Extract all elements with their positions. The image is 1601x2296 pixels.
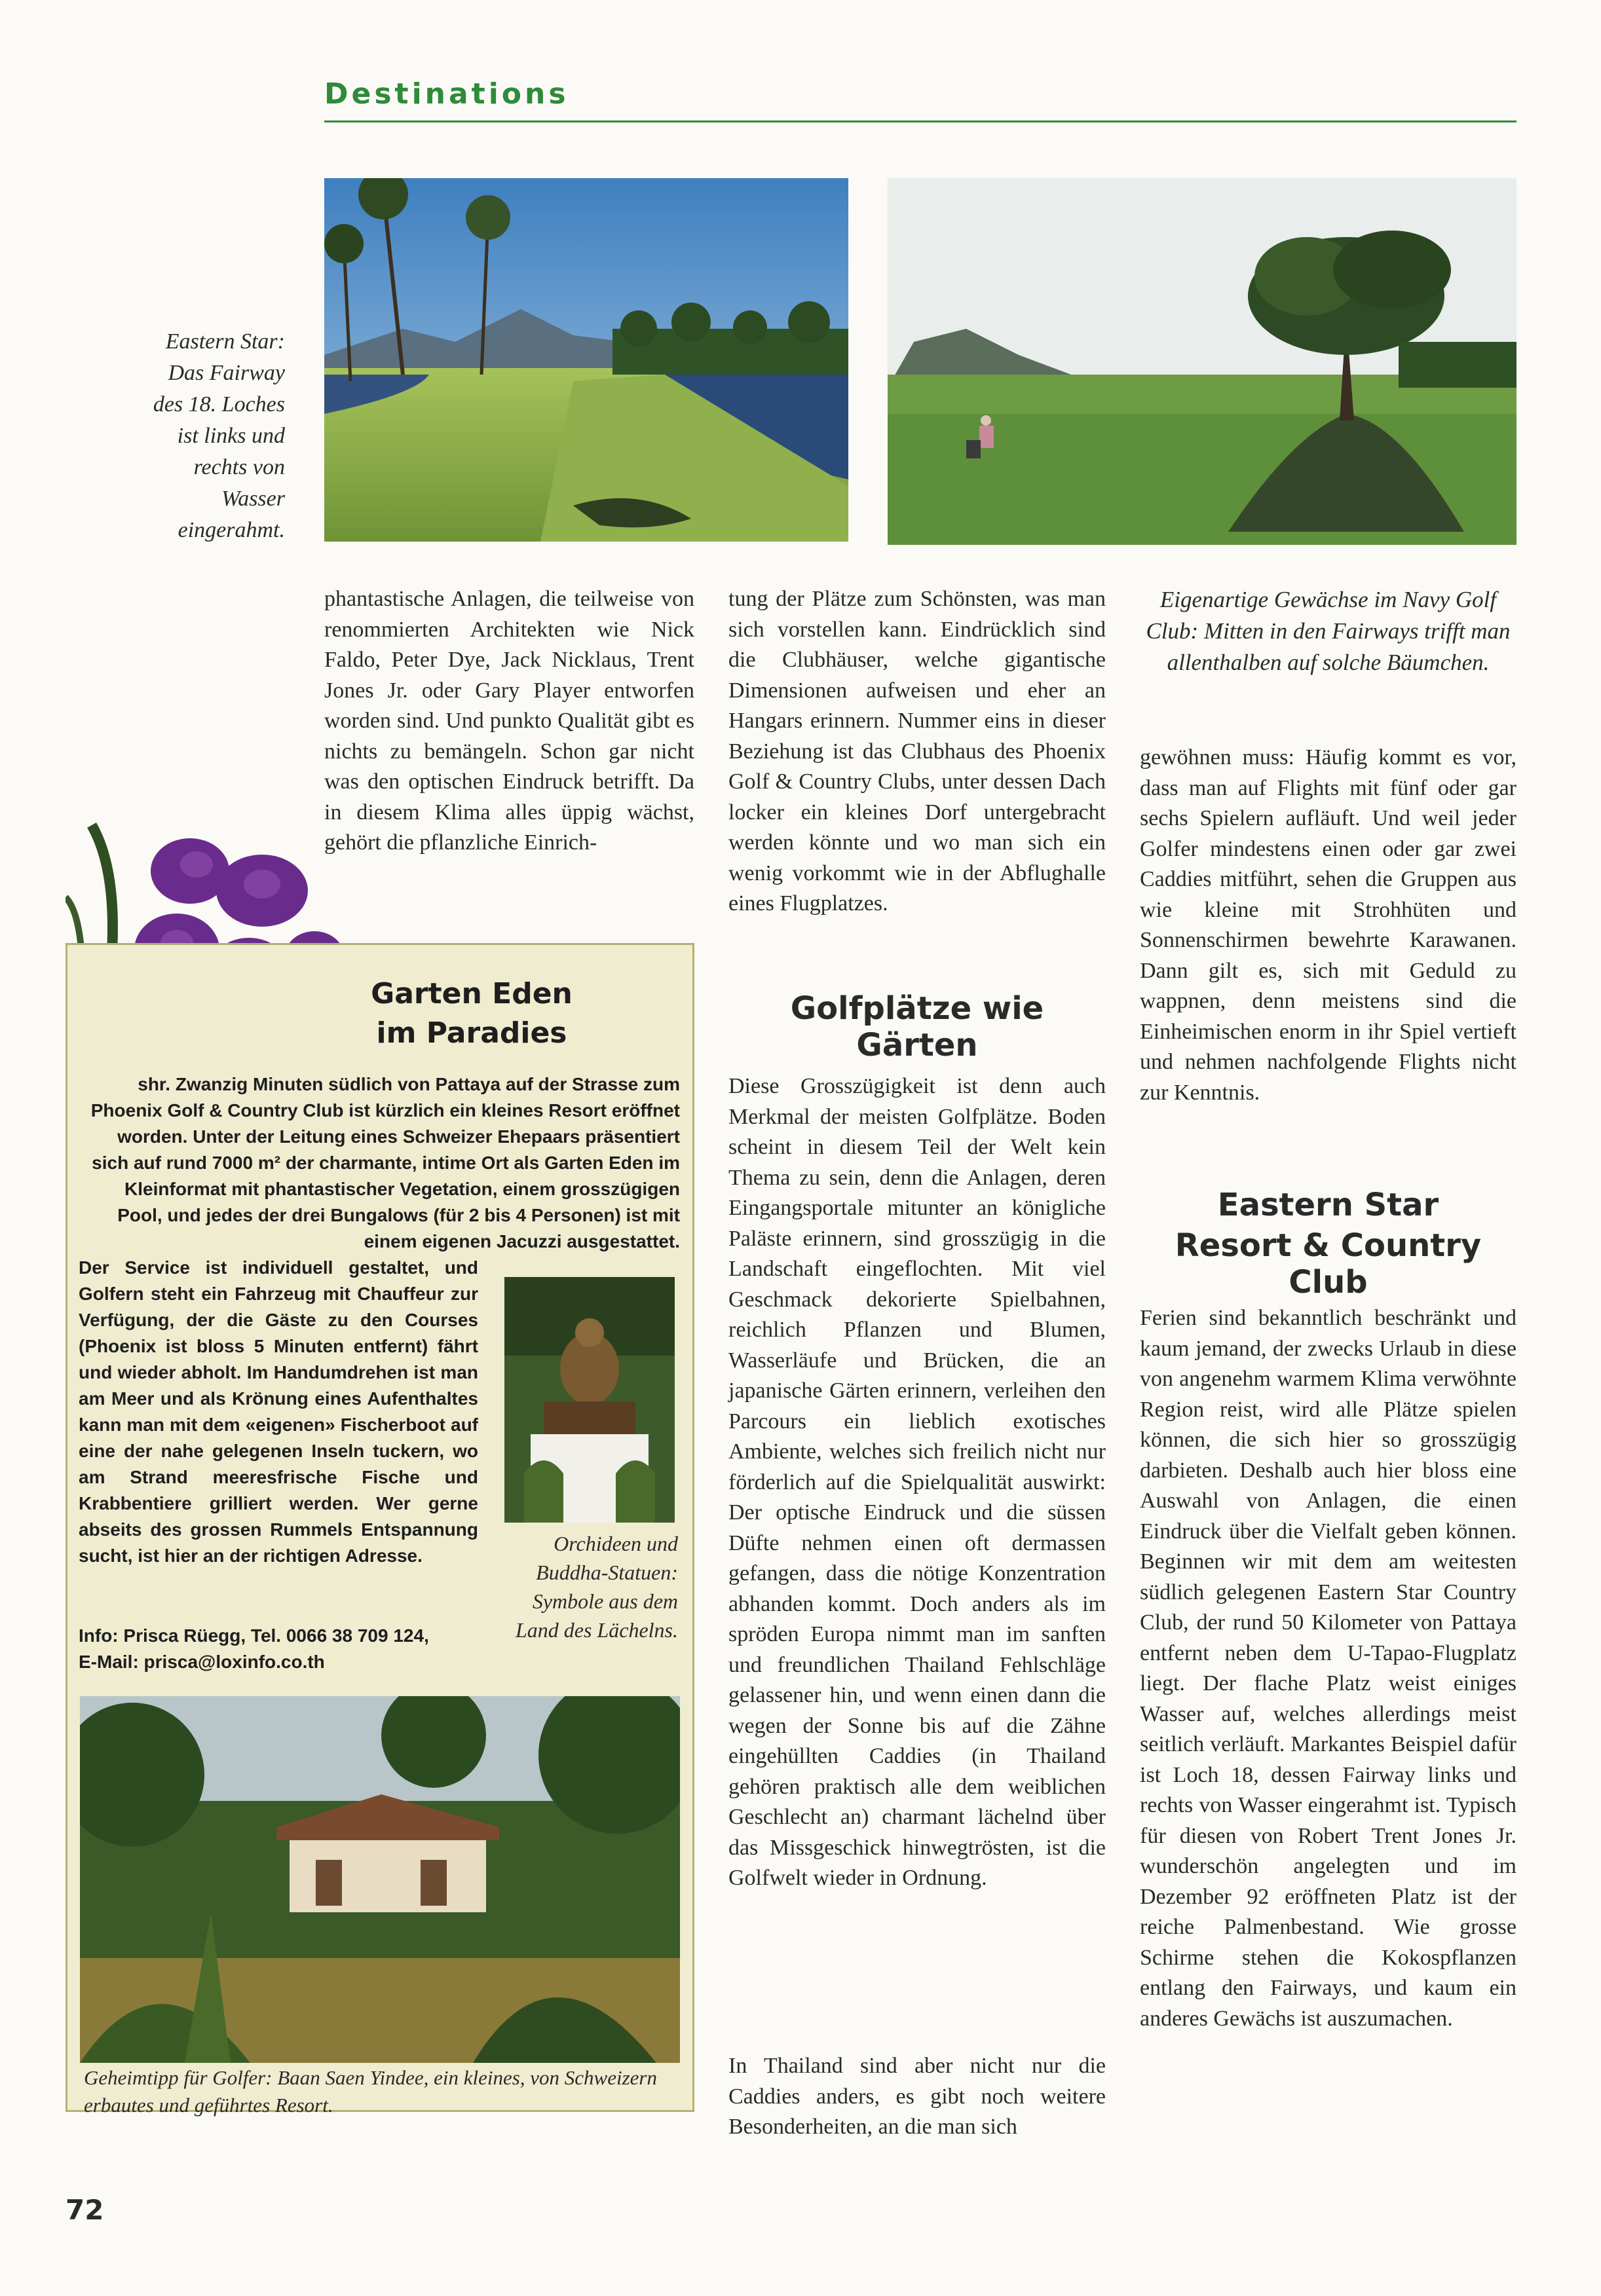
column-2-para-1: tung der Plätze zum Schönsten, was man sich vorstellen kann. Eindrücklich sind die Clubhäuser, welche gigantische Dimensionen aufweisen und eher an Hangars erinnern. Nummer eins in dieser Beziehung ist das Clubhaus des Phoenix Golf & Country Clubs, unter dessen Dach locker ein kleines Dorf untergebracht werden könnte und wo man sich ein wenig vorkommt wie in der Abflughalle eines Flugplatzes. bbox=[728, 587, 1106, 916]
column-1-text: phantastische Anlagen, die teilweise von renommierten Architekten wie Nick Faldo, Peter Dye, Jack Nicklaus, Trent Jones Jr. oder Gary Player entworfen worden sind. Und punkto Qualität gibt es nichts zu bemängeln. Schon gar nicht was den optischen Eindruck betrifft. Da in diesem Klima alles üppig wächst, gehört die pflanzliche Einrich- bbox=[324, 587, 694, 855]
box-title-line1: Garten Eden bbox=[371, 977, 573, 1010]
orchids-caption: Orchideen und Buddha-Statuen: Symbole aus dem Land des Lächelns. bbox=[516, 1532, 678, 1642]
navy-golf-photo bbox=[888, 178, 1516, 545]
box-intro-text: shr. Zwanzig Minuten südlich von Pattaya auf der Strasse zum Phoenix Golf & Country Club ist kürzlich ein kleines Resort eröffnet worden. Unter der Leitung eines Schweizer Ehepaars präsentiert sich auf rund 7000 m² der charmante, intime Ort als Garten Eden im Kleinformat mit phantastischer Vegetation, einem grosszügigen Pool, und jedes der drei Bungalows (für 2 bis 4 Personen) ist mit einem eigenen Jacuzzi ausgestattet. bbox=[90, 1074, 680, 1251]
column-2-para-2: Diese Grosszügigkeit ist denn auch Merkmal der meisten Golfplätze. Boden scheint in diesem Teil der Welt kein Thema zu sein, denn die Anlagen, deren Eingangsportale mitunter an königliche Paläste erinnern, sind grosszügig in die Landschaft eingeflochten. Mit viel Geschmack dekorierte Spielbahnen, reichlich Pflanzen und Blumen, Wasserläufe und Brücken, die an japanische Gärten erinnern, verleihen den Parcours ein lieblich exotisches Ambiente, welches sich freilich nicht nur förderlich auf die Spielqualität auswirkt: Der optische Eindruck und die süssen Düfte nehmen einen oft dermassen gefangen, dass die nötige Konzentration abhanden kommt. Doch anders als im spröden Europa nimmt man im sanften und freundlichen Thailand Fehlschläge gelassener hin, und wenn einen dann die wegen der Sonne bis auf die Zähne eingehüllten Caddies (in Thailand gehören praktisch alle dem weiblichen Geschlecht an) charmant lächelnd über das Missgeschick hinwegtrösten, ist die Golfwelt wieder in Ordnung. bbox=[728, 1074, 1106, 1890]
column-3-para-1: gewöhnen muss: Häufig kommt es vor, dass man auf Flights mit fünf oder gar sechs Spielern aufläuft. Und weil jeder Golfer mindestens einen oder gar zwei Caddies mitführt, sehen die Gruppen aus wie kleine mit Strohhüten und Sonnenschirmen bewehrte Karawanen. Dann gilt es, sich mit Geduld zu wappnen, denn meistens sind die Einheimischen enorm in ihr Spiel vertieft und nehmen nachfolgende Flights nicht zur Kenntnis. bbox=[1140, 745, 1516, 1105]
eastern-star-heading-line2: Resort & Country Club bbox=[1175, 1227, 1482, 1301]
column-2-para-3: In Thailand sind aber nicht nur die Caddies anders, es gibt noch weitere Besonderheiten, an die man sich bbox=[728, 2054, 1106, 2139]
buddha-photo bbox=[504, 1277, 675, 1523]
resort-caption: Geheimtipp für Golfer: Baan Saen Yindee, ein kleines, von Schweizern erbautes und geführtes Resort. bbox=[84, 2066, 657, 2117]
navy-golf-caption: Eigenartige Gewächse im Navy Golf Club: Mitten in den Fairways trifft man allenthalben auf solche Bäumchen. bbox=[1146, 587, 1511, 675]
page-number: 72 bbox=[66, 2194, 104, 2226]
box-info-email: E-Mail: prisca@loxinfo.co.th bbox=[79, 1652, 325, 1672]
column-3-para-2: Ferien sind bekanntlich beschränkt und kaum jemand, der zwecks Urlaub in diese von angenehm warmem Klima verwöhnte Region reist, wird alle Plätze spielen können, die sich hier so grosszügig darbieten. Deshalb auch hier bloss eine Auswahl von Anlagen, die einen Eindruck über die Vielfalt geben können. Beginnen wir mit dem am weitesten südlich gelegenen Eastern Star Country Club, der rund 50 Kilometer von Pattaya entfernt neben dem U-Tapao-Flugplatz liegt. Der flache Platz weist einiges Wasser auf, welches allerdings meist seitlich verläuft. Markantes Beispiel dafür ist Loch 18, dessen Fairway links und rechts von Wasser eingerahmt ist. Typisch für diesen von Robert Trent Jones Jr. wunderschön angelegten und im Dezember 92 eröffneten Platz ist der reiche Palmenbestand. Wie grosse Schirme stehen die Kokospflanzen entlang den Fairways, und kaum ein anderes Gewächs ist auszumachen. bbox=[1140, 1306, 1516, 2031]
eastern-star-photo bbox=[324, 178, 848, 542]
box-title-line2: im Paradies bbox=[376, 1016, 567, 1050]
section-title: Destinations bbox=[324, 77, 569, 111]
resort-photo bbox=[80, 1696, 680, 2063]
box-body-text: Der Service ist individuell gestaltet, und Golfern steht ein Fahrzeug mit Chauffeur zur Verfügung, der die Gäste zu den Courses (Phoenix ist bloss 5 Minuten entfernt) fährt und wieder abholt. Im Handumdrehen ist man am Meer und als Krönung eines Aufenthaltes kann man mit dem «eigenen» Fischerboot auf eine der nahe gelegenen Inseln tuckern, wo am Strand meeresfrische Fische und Krabbentiere grilliert werden. Wer gerne abseits des grossen Rummels Entspannung sucht, ist hier an der richtigen Adresse. bbox=[79, 1257, 478, 1566]
eastern-star-caption: Eastern Star: Das Fairway des 18. Loches ist links und rechts von Wasser eingerahmt. bbox=[153, 329, 285, 542]
eastern-star-heading-line1: Eastern Star bbox=[1217, 1187, 1439, 1223]
header-rule bbox=[324, 120, 1516, 122]
box-info-phone: Info: Prisca Rüegg, Tel. 0066 38 709 124, bbox=[79, 1625, 429, 1646]
golfplaetze-heading: Golfplätze wie Gärten bbox=[790, 990, 1044, 1064]
